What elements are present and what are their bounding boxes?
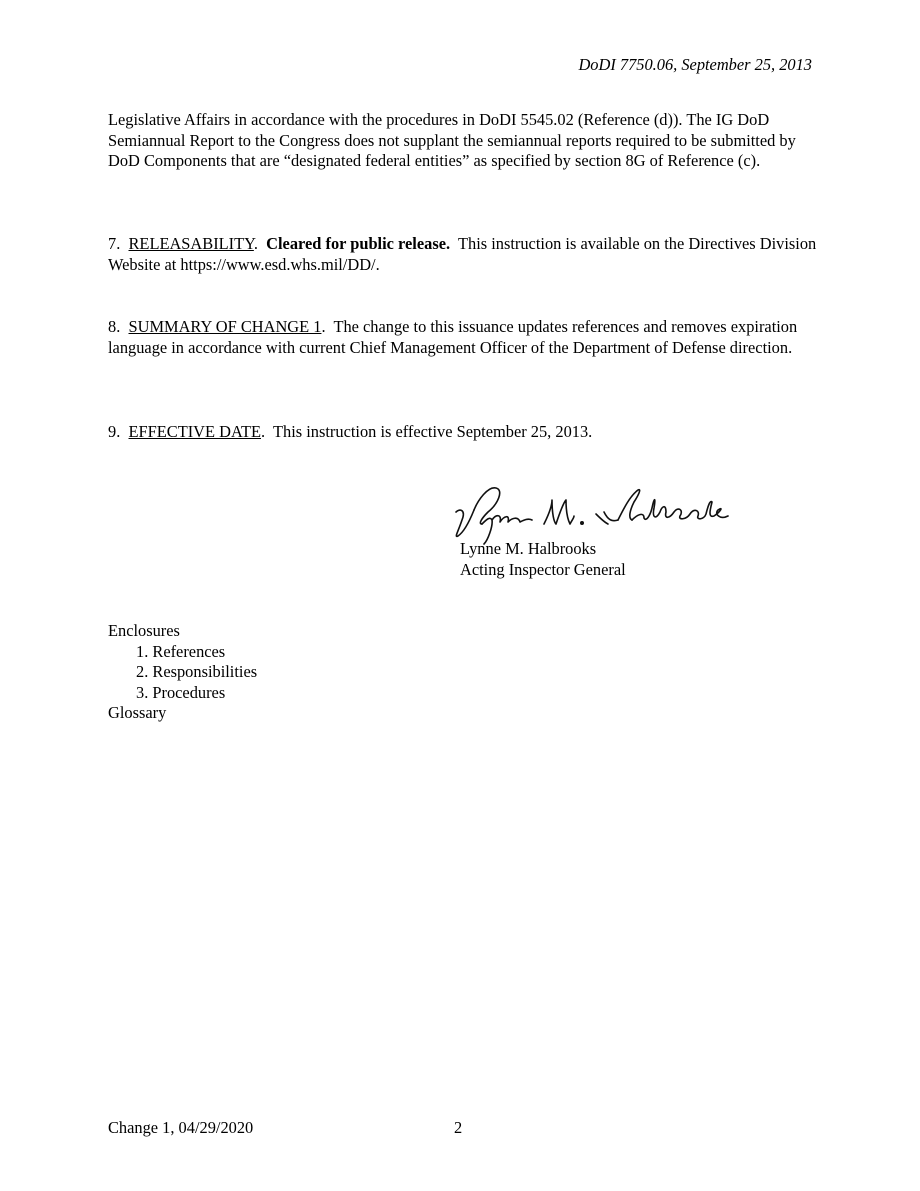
section-number: 7.: [108, 234, 121, 253]
enclosures-list: [108, 621, 408, 724]
signature-block: [460, 539, 760, 580]
section-title: EFFECTIVE DATE: [128, 422, 261, 441]
glossary-label: Glossary: [108, 703, 167, 723]
signer-name: Lynne M. Halbrooks: [460, 539, 597, 558]
section-title: SUMMARY OF CHANGE 1: [128, 317, 322, 336]
section-number: 9.: [108, 422, 121, 441]
footer-change: Change 1, 04/29/2020: [108, 1118, 254, 1137]
enclosures-heading: Enclosures: [108, 621, 180, 640]
section-body: The change to this issuance updates references and removes expiration language in accordance with current Chief Management Officer of the Department of Defense direction.: [108, 317, 798, 357]
enclosure-item: 2. Responsibilities: [136, 662, 258, 682]
section-8: 8. SUMMARY OF CHANGE 1. The change to this issuance updates references and removes expiration language in accordance with current Chief Management Officer of the Department of Defense direction.: [108, 317, 798, 357]
section-body: This instruction is available on the Directives Division Website at https://www.esd.whs.mil/DD/.: [108, 234, 817, 274]
section-title: RELEASABILITY: [128, 234, 254, 253]
enclosure-item: 1. References: [136, 641, 226, 661]
section-number: 8.: [108, 317, 121, 336]
section-7: 7. RELEASABILITY. Cleared for public release. This instruction is available on the Directives Division Website at https://www.esd.whs.mil/DD/.: [108, 234, 817, 274]
continued-paragraph: Legislative Affairs in accordance with the procedures in DoDI 5545.02 (Reference (d)). The IG DoD Semiannual Report to the Congress does not supplant the semiannual reports required to be submitted by DoD Components that are “designated federal entities” as specified by section 8G of Reference (c).: [108, 110, 796, 171]
section-9: 9. EFFECTIVE DATE. This instruction is effective September 25, 2013.: [108, 422, 593, 441]
section-body: This instruction is effective September 25, 2013.: [273, 422, 593, 441]
signer-title: Acting Inspector General: [460, 559, 626, 579]
page-number: 2: [454, 1118, 463, 1137]
enclosure-item: 3. Procedures: [136, 682, 226, 702]
section-bold-statement: Cleared for public release.: [266, 234, 451, 253]
document-header: DoDI 7750.06, September 25, 2013: [578, 55, 812, 74]
